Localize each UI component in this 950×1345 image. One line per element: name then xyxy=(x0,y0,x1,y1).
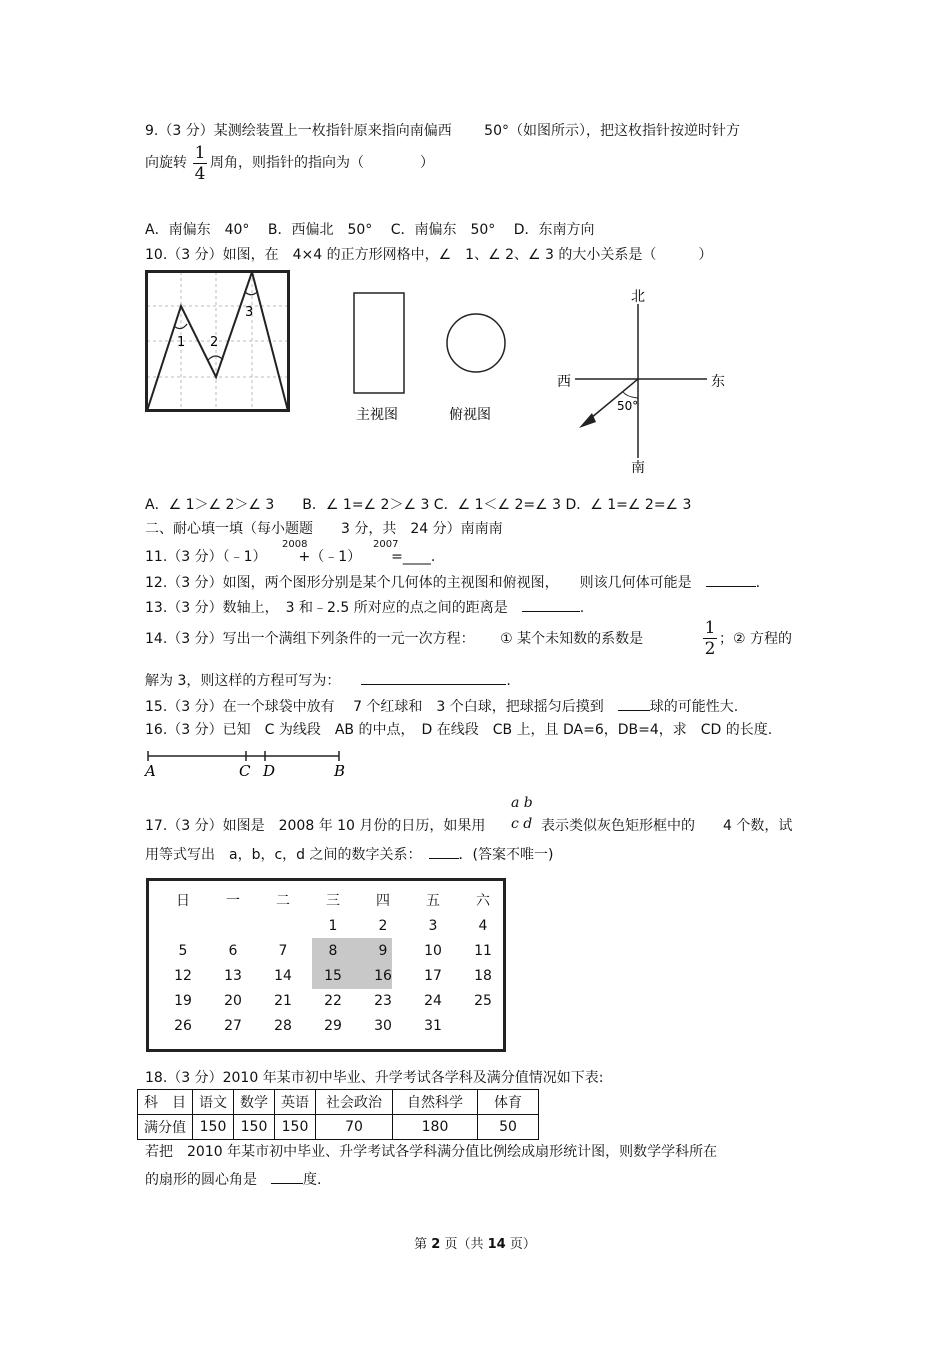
q18-line3 xyxy=(145,1169,321,1189)
calendar-day: 27 xyxy=(224,1018,242,1034)
footer-middle: 页（共 xyxy=(440,1237,488,1252)
calendar-day: 23 xyxy=(374,993,392,1009)
calendar-day: 20 xyxy=(224,993,242,1009)
score-table xyxy=(137,1089,539,1140)
q15-answer-blank[interactable] xyxy=(618,696,650,711)
point-B: B xyxy=(334,762,346,780)
calendar-day: 31 xyxy=(424,1018,442,1034)
q17-line2-tail: ．(答案不唯一) xyxy=(458,847,554,863)
table-cell: 语文 xyxy=(193,1090,234,1115)
calendar-day: 19 xyxy=(174,993,192,1009)
calendar-day: 3 xyxy=(428,918,438,934)
point-A: A xyxy=(145,762,156,780)
q17-line2-text: 用等式写出 a，b，c，d 之间的数字关系： xyxy=(145,847,429,863)
compass-angle-label: 50° xyxy=(617,399,639,413)
table-cell: 180 xyxy=(393,1115,478,1140)
table-cell: 150 xyxy=(193,1115,234,1140)
calendar-day: 5 xyxy=(178,943,188,959)
calendar-day: 2 xyxy=(378,918,388,934)
q11-part-b: +（﹣1） xyxy=(298,549,362,565)
front-view-rectangle xyxy=(354,293,404,393)
q14-line2: 解为 3，则这样的方程可写为： . xyxy=(145,670,511,690)
q18-line3-text: 的扇形的圆心角是 xyxy=(145,1172,271,1188)
front-view-label: 主视图 xyxy=(356,407,398,423)
q18-answer-blank[interactable] xyxy=(271,1169,303,1184)
calendar-weekday-header: 五 xyxy=(426,893,440,909)
q15-text: 15.（3 分）在一个球袋中放有 7 个红球和 3 个白球，把球摇匀后摸到 xyxy=(145,699,618,715)
calendar-weekday-header: 六 xyxy=(476,893,490,909)
calendar-weekday-header: 日 xyxy=(176,893,190,909)
q11-exponent-1: 2008 xyxy=(282,539,308,550)
calendar-day: 24 xyxy=(424,993,442,1009)
section-2-heading: 二、耐心填一填（每小题题 3 分，共 24 分）南南南 xyxy=(145,521,503,537)
calendar-day: 6 xyxy=(228,943,238,959)
q14-fraction-numerator: 1 xyxy=(704,618,716,638)
point-C: C xyxy=(239,762,251,780)
q15-tail: 球的可能性大. xyxy=(649,699,739,715)
calendar-day: 28 xyxy=(274,1018,292,1034)
three-view-figure xyxy=(350,290,510,430)
calendar-day: 1 xyxy=(328,918,338,934)
calendar-day: 13 xyxy=(224,968,242,984)
q11-exponent-2: 2007 xyxy=(373,539,399,550)
calendar-day: 14 xyxy=(274,968,292,984)
q17-ab: a b xyxy=(511,795,533,811)
q17-line2 xyxy=(145,844,553,864)
q14-line1-end: ；② 方程的 xyxy=(719,631,793,647)
q12: 12.（3 分）如图，两个图形分别是某个几何体的主视图和俯视图， 则该几何体可能是 . xyxy=(145,572,760,592)
footer-prefix: 第 xyxy=(414,1237,432,1252)
q18-line3-tail: 度. xyxy=(303,1172,322,1188)
q11-part-c: =____. xyxy=(391,549,436,565)
q15 xyxy=(145,696,738,716)
q10-stem: 10.（3 分）如图，在 4×4 的正方形网格中，∠ 1、∠ 2、∠ 3 的大小关系是（ ） xyxy=(145,247,713,263)
total-pages: 14 xyxy=(487,1237,506,1252)
table-cell: 满分值 xyxy=(138,1115,193,1140)
angle-label-1: 1 xyxy=(177,335,186,350)
calendar-day: 16 xyxy=(374,968,392,984)
october-2008-calendar xyxy=(146,878,506,1052)
q10-options: A．∠ 1＞∠ 2＞∠ 3 B．∠ 1=∠ 2＞∠ 3 C．∠ 1＜∠ 2=∠ 3 D．∠ 1=∠ 2=∠ 3 xyxy=(145,497,692,513)
compass-north: 北 xyxy=(631,289,645,305)
point-D: D xyxy=(263,762,276,780)
q9-options: A．南偏东 40° B．西偏北 50° C．南偏东 50° D．东南方向 xyxy=(145,222,595,238)
calendar-day: 9 xyxy=(378,943,388,959)
calendar-day: 12 xyxy=(174,968,192,984)
q14-line2-text: 解为 3，则这样的方程可写为： xyxy=(145,673,362,689)
page-footer xyxy=(0,1233,950,1252)
calendar-day: 26 xyxy=(174,1018,192,1034)
compass-south: 南 xyxy=(631,460,645,476)
compass-east: 东 xyxy=(711,374,725,390)
calendar-weekday-header: 二 xyxy=(276,893,290,909)
q9-fraction xyxy=(193,144,207,183)
segment-figure xyxy=(143,748,353,782)
table-cell: 体育 xyxy=(478,1090,539,1115)
q14-fraction-denominator: 2 xyxy=(704,639,716,659)
angle-label-2: 2 xyxy=(210,335,219,350)
calendar-day: 7 xyxy=(278,943,288,959)
q13: 13.（3 分）数轴上， 3 和﹣2.5 所对应的点之间的距离是 . xyxy=(145,597,584,617)
q12-text: 12.（3 分）如图，两个图形分别是某个几何体的主视图和俯视图， 则该几何体可能是 xyxy=(145,575,706,591)
calendar-weekday-header: 一 xyxy=(226,893,240,909)
calendar-day: 22 xyxy=(324,993,342,1009)
table-row xyxy=(138,1090,539,1115)
table-cell: 英语 xyxy=(275,1090,316,1115)
table-cell: 150 xyxy=(234,1115,275,1140)
q14-fraction xyxy=(703,619,717,658)
q9-fraction-numerator: 1 xyxy=(194,143,206,163)
q17-cd: c d xyxy=(511,816,533,832)
q9-line2-start: 向旋转 xyxy=(145,155,187,171)
q11 xyxy=(145,548,435,566)
q14-line1-start: 14.（3 分）写出一个满组下列条件的一元一次方程： ① 某个未知数的系数是 xyxy=(145,631,644,647)
calendar-day: 15 xyxy=(324,968,342,984)
q9-fraction-denominator: 4 xyxy=(194,164,206,184)
calendar-day: 25 xyxy=(474,993,492,1009)
compass-west: 西 xyxy=(557,374,571,390)
q14-answer-blank[interactable] xyxy=(361,670,506,685)
calendar-day: 4 xyxy=(478,918,488,934)
calendar-day: 17 xyxy=(424,968,442,984)
table-cell: 50 xyxy=(478,1115,539,1140)
calendar-day: 10 xyxy=(424,943,442,959)
table-cell: 70 xyxy=(316,1115,393,1140)
q17-line1-end: 表示类似灰色矩形框中的 4 个数，试 xyxy=(541,818,793,834)
q11-part-a: 11.（3 分）（﹣1） xyxy=(145,549,267,565)
q12-answer-blank[interactable] xyxy=(706,572,756,587)
q9-line1: 9.（3 分）某测绘装置上一枚指针原来指向南偏西 50°（如图所示），把这枚指针按逆时针方 xyxy=(145,123,740,139)
compass-figure xyxy=(555,286,735,476)
q18-stem: 18.（3 分）2010 年某市初中毕业、升学考试各学科及满分值情况如下表: xyxy=(145,1070,604,1086)
calendar-weekday-header: 三 xyxy=(326,893,340,909)
calendar-weekday-header: 四 xyxy=(376,893,390,909)
top-view-label: 俯视图 xyxy=(449,407,491,423)
angle-label-3: 3 xyxy=(245,305,254,320)
calendar-day: 21 xyxy=(274,993,292,1009)
table-row xyxy=(138,1115,539,1140)
top-view-circle xyxy=(447,314,505,372)
table-cell: 自然科学 xyxy=(393,1090,478,1115)
calendar-day: 29 xyxy=(324,1018,342,1034)
table-cell: 科 目 xyxy=(138,1090,193,1115)
table-cell: 社会政治 xyxy=(316,1090,393,1115)
table-cell: 150 xyxy=(275,1115,316,1140)
table-cell: 数学 xyxy=(234,1090,275,1115)
q13-text: 13.（3 分）数轴上， 3 和﹣2.5 所对应的点之间的距离是 xyxy=(145,600,522,616)
page-number: 2 xyxy=(431,1237,441,1252)
q16-text: 16.（3 分）已知 C 为线段 AB 的中点， D 在线段 CB 上，且 DA=6，DB=4，求 CD 的长度. xyxy=(145,722,773,738)
calendar-day: 11 xyxy=(474,943,492,959)
calendar-day: 30 xyxy=(374,1018,392,1034)
calendar-day: 18 xyxy=(474,968,492,984)
q13-answer-blank[interactable] xyxy=(522,597,580,612)
q17-line1-start: 17.（3 分）如图是 2008 年 10 月份的日历，如果用 xyxy=(145,818,486,834)
calendar-day: 8 xyxy=(328,943,338,959)
q18-line2: 若把 2010 年某市初中毕业、升学考试各学科满分值比例绘成扇形统计图，则数学学科所在 xyxy=(145,1144,718,1160)
grid-angle-figure xyxy=(145,270,290,413)
q9-line2-end: 周角，则指针的指向为（ ） xyxy=(210,155,434,171)
q17-answer-blank[interactable] xyxy=(429,844,459,859)
footer-suffix: 页） xyxy=(505,1237,536,1252)
